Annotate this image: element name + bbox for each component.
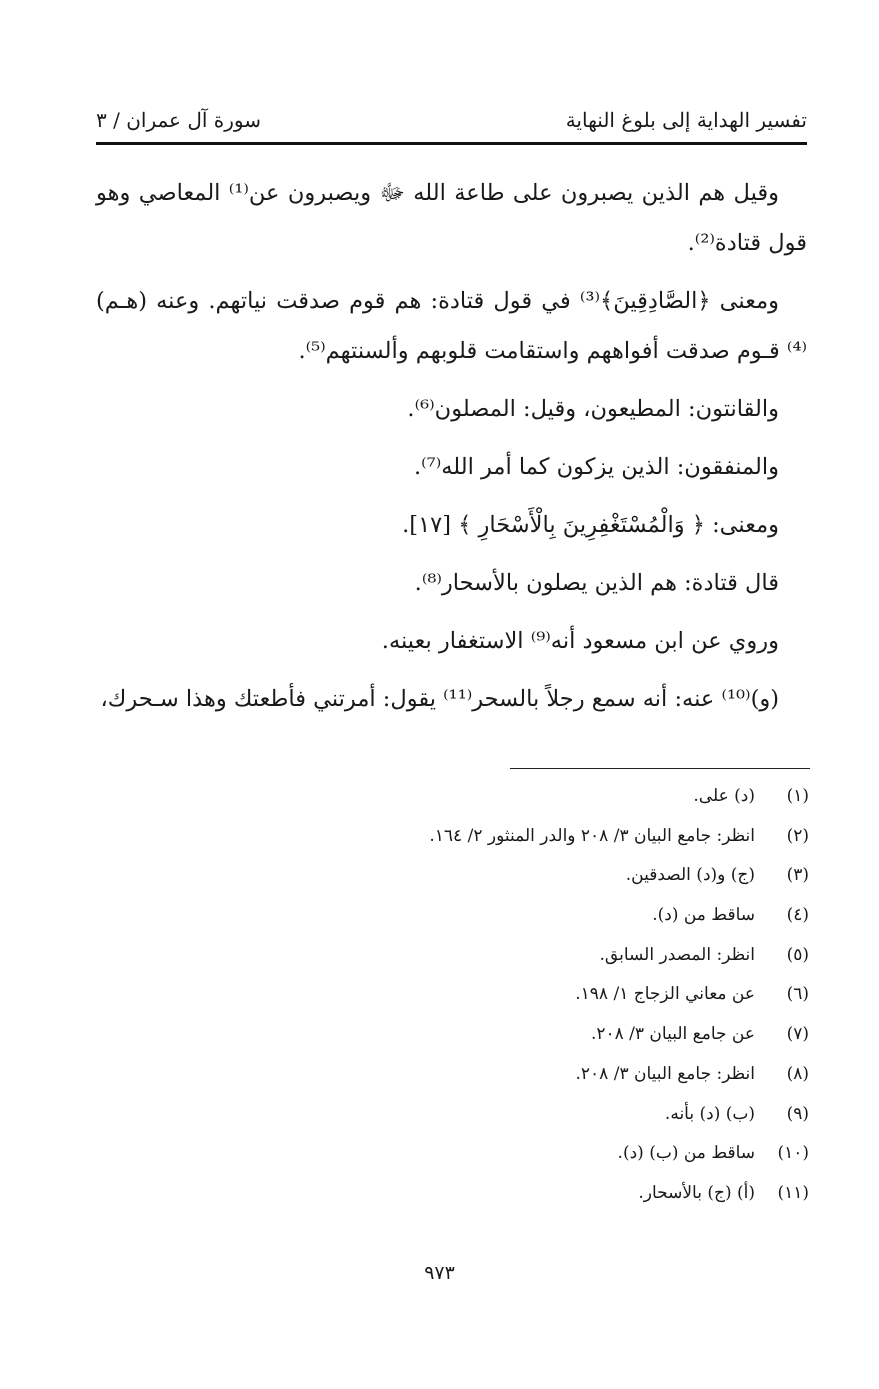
footnote-text: (د) على. — [693, 786, 755, 806]
footnote-number: (٣) — [786, 865, 809, 886]
footnote-item — [96, 1183, 809, 1223]
footnote-text: (أ) (ج) بالأسحار. — [638, 1182, 755, 1203]
paragraph: وروي عن ابن مسعود أنه⁽⁹⁾ الاستغفار بعينه. — [381, 628, 779, 654]
page-number: ٩٧٣ — [424, 1262, 455, 1284]
footnotes — [96, 786, 809, 1223]
footnote-item — [96, 1064, 809, 1104]
footnote-number: (٢) — [786, 825, 809, 846]
footnote-text: عن جامع البيان ٣/ ٢٠٨. — [590, 1024, 755, 1045]
book-title: تفسير الهداية إلى بلوغ النهاية — [565, 108, 807, 132]
footnote-number: (٥) — [786, 944, 809, 965]
paragraph: والقانتون: المطيعون، وقيل: المصلون⁽⁶⁾. — [407, 396, 779, 422]
paragraph: وقيل هم الذين يصبرون على طاعة الله ﷻ ويصبرون عن⁽¹⁾ المعاصي وهو قول قتادة⁽²⁾. — [96, 180, 807, 256]
footnote-item — [96, 786, 809, 826]
footnote-text: انظر: جامع البيان ٣/ ٢٠٨ والدر المنثور ٢/ ١٦٤. — [429, 825, 755, 846]
footnote-item — [96, 905, 809, 945]
paragraph: ومعنى ﴿الصَّادِقِينَ﴾⁽³⁾ في قول قتادة: هم قوم صدقت نياتهم. وعنه (هـم)⁽⁴⁾ قـوم صدقت أفواههم واستقامت قلوبهم وألسنتهم⁽⁵⁾. — [96, 288, 807, 364]
footnote-item — [96, 945, 809, 985]
footnote-text: عن معاني الزجاج ١/ ١٩٨. — [575, 984, 755, 1005]
footnote-item — [96, 865, 809, 905]
footnote-text: ساقط من (د). — [652, 905, 755, 926]
footnote-item — [96, 1024, 809, 1064]
footnote-number: (٨) — [786, 1063, 809, 1084]
header-rule — [96, 142, 807, 145]
footnote-rule — [510, 768, 810, 769]
footnote-item — [96, 826, 809, 866]
footnote-number: (١١) — [777, 1182, 809, 1203]
footnote-text: ساقط من (ب) (د). — [617, 1143, 755, 1164]
paragraph: والمنفقون: الذين يزكون كما أمر الله⁽⁷⁾. — [413, 454, 779, 480]
paragraph: قال قتادة: هم الذين يصلون بالأسحار⁽⁸⁾. — [414, 570, 779, 596]
footnote-item — [96, 984, 809, 1024]
footnote-item — [96, 1143, 809, 1183]
footnote-text: انظر: المصدر السابق. — [599, 944, 755, 965]
footnote-number: (١) — [786, 786, 809, 806]
footnote-text: (ب) (د) بأنه. — [664, 1103, 755, 1124]
main-text — [96, 168, 807, 732]
footnote-item — [96, 1104, 809, 1144]
footnote-number: (١٠) — [777, 1143, 809, 1164]
footnote-number: (٧) — [786, 1024, 809, 1045]
footnote-number: (٩) — [786, 1103, 809, 1124]
paragraph: (و)⁽¹⁰⁾ عنه: أنه سمع رجلاً بالسحر⁽¹¹⁾ يقول: أمرتني فأطعتك وهذا سـحرك، — [100, 686, 779, 712]
footnote-number: (٦) — [786, 984, 809, 1005]
footnote-text: (ج) و(د) الصدقين. — [625, 865, 755, 886]
paragraph: ومعنى: ﴿ وَالْمُسْتَغْفِرِينَ بِالْأَسْحَارِ ﴾ [١٧]. — [402, 512, 779, 538]
running-header — [96, 108, 807, 132]
footnote-number: (٤) — [786, 905, 809, 926]
surah-section: سورة آل عمران / ٣ — [96, 108, 262, 132]
footnote-text: انظر: جامع البيان ٣/ ٢٠٨. — [575, 1063, 755, 1084]
